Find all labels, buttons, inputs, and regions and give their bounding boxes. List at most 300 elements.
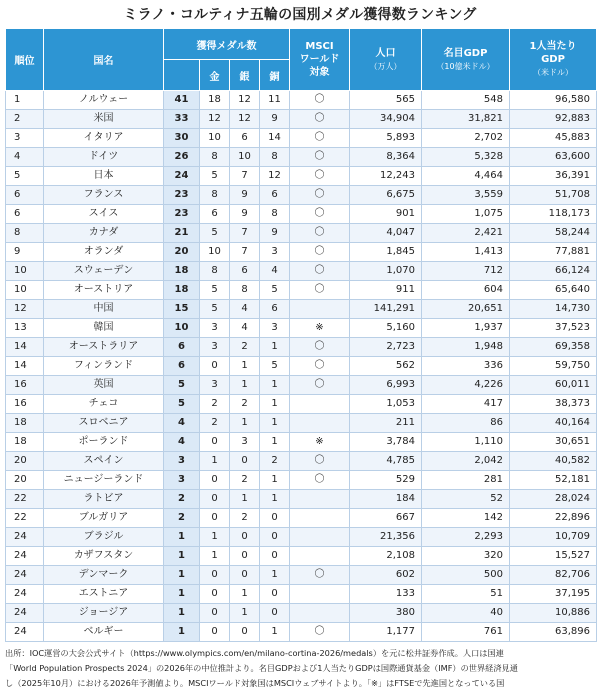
msci-flag-cell: 〇 (290, 224, 350, 243)
gdp-per-capita-cell: 63,600 (510, 148, 597, 167)
nominal-gdp-cell: 761 (422, 623, 510, 642)
total-medals-cell: 1 (164, 566, 200, 585)
silver-medals-cell: 7 (230, 243, 260, 262)
msci-flag-cell: 〇 (290, 376, 350, 395)
gold-medals-cell: 0 (200, 433, 230, 452)
gdp-per-capita-cell: 10,709 (510, 528, 597, 547)
total-medals-cell: 1 (164, 623, 200, 642)
silver-medals-cell: 10 (230, 148, 260, 167)
msci-flag-cell: 〇 (290, 338, 350, 357)
header-gdp-unit: （10億米ドル） (436, 61, 495, 71)
bronze-medals-cell: 0 (260, 604, 290, 623)
country-name-cell: 日本 (44, 167, 164, 186)
silver-medals-cell: 0 (230, 528, 260, 547)
total-medals-cell: 10 (164, 319, 200, 338)
total-medals-cell: 1 (164, 528, 200, 547)
msci-flag-cell: 〇 (290, 281, 350, 300)
bronze-medals-cell: 0 (260, 528, 290, 547)
population-cell: 565 (350, 91, 422, 110)
silver-medals-cell: 9 (230, 186, 260, 205)
gdp-per-capita-cell: 69,358 (510, 338, 597, 357)
nominal-gdp-cell: 40 (422, 604, 510, 623)
nominal-gdp-cell: 2,293 (422, 528, 510, 547)
table-row (6, 376, 597, 395)
country-name-cell: オーストラリア (44, 338, 164, 357)
header-rank: 順位 (6, 29, 44, 91)
bronze-medals-cell: 9 (260, 224, 290, 243)
header-gdp-per-capita (510, 29, 597, 91)
country-name-cell: スペイン (44, 452, 164, 471)
bronze-medals-cell: 6 (260, 300, 290, 319)
table-row (6, 186, 597, 205)
gold-medals-cell: 1 (200, 528, 230, 547)
nominal-gdp-cell: 281 (422, 471, 510, 490)
nominal-gdp-cell: 31,821 (422, 110, 510, 129)
bronze-medals-cell: 1 (260, 490, 290, 509)
gdp-per-capita-cell: 22,896 (510, 509, 597, 528)
bronze-medals-cell: 2 (260, 452, 290, 471)
table-row (6, 623, 597, 642)
rank-cell: 10 (6, 281, 44, 300)
rank-cell: 12 (6, 300, 44, 319)
table-row (6, 452, 597, 471)
rank-cell: 8 (6, 224, 44, 243)
total-medals-cell: 23 (164, 205, 200, 224)
country-name-cell: スロベニア (44, 414, 164, 433)
nominal-gdp-cell: 3,559 (422, 186, 510, 205)
population-cell: 562 (350, 357, 422, 376)
medal-ranking-table (5, 28, 597, 642)
header-gdp (422, 29, 510, 91)
header-gdppc-line2: GDP (541, 54, 565, 65)
table-row (6, 110, 597, 129)
gold-medals-cell: 8 (200, 262, 230, 281)
table-row (6, 91, 597, 110)
bronze-medals-cell: 12 (260, 167, 290, 186)
header-msci-line2: ワールド (299, 54, 340, 65)
country-name-cell: カザフスタン (44, 547, 164, 566)
nominal-gdp-cell: 320 (422, 547, 510, 566)
msci-flag-cell: 〇 (290, 91, 350, 110)
country-name-cell: イタリア (44, 129, 164, 148)
rank-cell: 5 (6, 167, 44, 186)
msci-flag-cell (290, 509, 350, 528)
msci-flag-cell: 〇 (290, 471, 350, 490)
msci-flag-cell: ※ (290, 319, 350, 338)
gdp-per-capita-cell: 92,883 (510, 110, 597, 129)
rank-cell: 22 (6, 490, 44, 509)
gdp-per-capita-cell: 66,124 (510, 262, 597, 281)
gdp-per-capita-cell: 118,173 (510, 205, 597, 224)
gold-medals-cell: 3 (200, 376, 230, 395)
header-total (164, 60, 200, 91)
bronze-medals-cell: 3 (260, 319, 290, 338)
total-medals-cell: 4 (164, 414, 200, 433)
table-row (6, 243, 597, 262)
gdp-per-capita-cell: 59,750 (510, 357, 597, 376)
total-medals-cell: 2 (164, 509, 200, 528)
gdp-per-capita-cell: 52,181 (510, 471, 597, 490)
gold-medals-cell: 0 (200, 623, 230, 642)
header-gdppc-line1: 1人当たり (529, 41, 577, 52)
table-row (6, 300, 597, 319)
silver-medals-cell: 12 (230, 110, 260, 129)
silver-medals-cell: 9 (230, 205, 260, 224)
gdp-per-capita-cell: 45,883 (510, 129, 597, 148)
source-note-line2: 「World Population Prospects 2024」の2026年の中位推計より。名目GDPおよび1人当たりGDPは国際通貨基金（IMF）の世界経済見通 (5, 663, 518, 673)
bronze-medals-cell: 11 (260, 91, 290, 110)
silver-medals-cell: 1 (230, 357, 260, 376)
table-body (6, 91, 597, 642)
silver-medals-cell: 4 (230, 300, 260, 319)
bronze-medals-cell: 0 (260, 547, 290, 566)
gdp-per-capita-cell: 77,881 (510, 243, 597, 262)
table-row (6, 433, 597, 452)
total-medals-cell: 18 (164, 262, 200, 281)
bronze-medals-cell: 5 (260, 281, 290, 300)
total-medals-cell: 1 (164, 585, 200, 604)
rank-cell: 24 (6, 585, 44, 604)
population-cell: 2,723 (350, 338, 422, 357)
bronze-medals-cell: 4 (260, 262, 290, 281)
nominal-gdp-cell: 52 (422, 490, 510, 509)
gdp-per-capita-cell: 63,896 (510, 623, 597, 642)
msci-flag-cell: 〇 (290, 148, 350, 167)
population-cell: 901 (350, 205, 422, 224)
msci-flag-cell: 〇 (290, 129, 350, 148)
gold-medals-cell: 1 (200, 547, 230, 566)
gdp-per-capita-cell: 96,580 (510, 91, 597, 110)
table-row (6, 585, 597, 604)
population-cell: 4,785 (350, 452, 422, 471)
silver-medals-cell: 1 (230, 414, 260, 433)
silver-medals-cell: 8 (230, 281, 260, 300)
msci-flag-cell: 〇 (290, 566, 350, 585)
silver-medals-cell: 1 (230, 376, 260, 395)
gdp-per-capita-cell: 58,244 (510, 224, 597, 243)
rank-cell: 24 (6, 604, 44, 623)
gold-medals-cell: 0 (200, 357, 230, 376)
table-row (6, 148, 597, 167)
gold-medals-cell: 8 (200, 186, 230, 205)
total-medals-cell: 30 (164, 129, 200, 148)
gdp-per-capita-cell: 10,886 (510, 604, 597, 623)
header-gdppc-unit: （米ドル） (533, 68, 573, 77)
population-cell: 529 (350, 471, 422, 490)
rank-cell: 24 (6, 547, 44, 566)
table-row (6, 547, 597, 566)
population-cell: 2,108 (350, 547, 422, 566)
gdp-per-capita-cell: 37,523 (510, 319, 597, 338)
rank-cell: 20 (6, 452, 44, 471)
gold-medals-cell: 0 (200, 566, 230, 585)
total-medals-cell: 5 (164, 376, 200, 395)
bronze-medals-cell: 1 (260, 414, 290, 433)
header-gold: 金 (200, 60, 230, 91)
gdp-per-capita-cell: 82,706 (510, 566, 597, 585)
msci-flag-cell (290, 414, 350, 433)
population-cell: 141,291 (350, 300, 422, 319)
gold-medals-cell: 2 (200, 395, 230, 414)
source-note (5, 646, 595, 691)
header-gdp-label: 名目GDP (443, 47, 488, 59)
population-cell: 12,243 (350, 167, 422, 186)
msci-flag-cell (290, 490, 350, 509)
gdp-per-capita-cell: 51,708 (510, 186, 597, 205)
total-medals-cell: 20 (164, 243, 200, 262)
population-cell: 133 (350, 585, 422, 604)
gdp-per-capita-cell: 38,373 (510, 395, 597, 414)
source-note-line1: 出所：IOC運営の大会公式サイト（https://www.olympics.com/en/milano-cortina-2026/medals）を元に松井証券作成。人口は国連 (5, 648, 504, 658)
bronze-medals-cell: 1 (260, 376, 290, 395)
silver-medals-cell: 0 (230, 547, 260, 566)
bronze-medals-cell: 5 (260, 357, 290, 376)
total-medals-cell: 18 (164, 281, 200, 300)
rank-cell: 6 (6, 186, 44, 205)
rank-cell: 24 (6, 566, 44, 585)
header-medals: 獲得メダル数 (164, 29, 290, 60)
msci-flag-cell: 〇 (290, 186, 350, 205)
gold-medals-cell: 12 (200, 110, 230, 129)
population-cell: 1,070 (350, 262, 422, 281)
table-row (6, 509, 597, 528)
country-name-cell: フィンランド (44, 357, 164, 376)
rank-cell: 14 (6, 338, 44, 357)
population-cell: 5,160 (350, 319, 422, 338)
gold-medals-cell: 8 (200, 148, 230, 167)
country-name-cell: ブラジル (44, 528, 164, 547)
msci-flag-cell: 〇 (290, 357, 350, 376)
bronze-medals-cell: 14 (260, 129, 290, 148)
nominal-gdp-cell: 548 (422, 91, 510, 110)
gold-medals-cell: 10 (200, 129, 230, 148)
gold-medals-cell: 1 (200, 452, 230, 471)
gdp-per-capita-cell: 15,527 (510, 547, 597, 566)
population-cell: 34,904 (350, 110, 422, 129)
gdp-per-capita-cell: 30,651 (510, 433, 597, 452)
header-population-unit: （万人） (369, 61, 402, 71)
rank-cell: 18 (6, 414, 44, 433)
gold-medals-cell: 6 (200, 205, 230, 224)
rank-cell: 18 (6, 433, 44, 452)
total-medals-cell: 2 (164, 490, 200, 509)
bronze-medals-cell: 1 (260, 395, 290, 414)
nominal-gdp-cell: 142 (422, 509, 510, 528)
rank-cell: 14 (6, 357, 44, 376)
bronze-medals-cell: 0 (260, 585, 290, 604)
nominal-gdp-cell: 5,328 (422, 148, 510, 167)
country-name-cell: デンマーク (44, 566, 164, 585)
silver-medals-cell: 7 (230, 224, 260, 243)
nominal-gdp-cell: 2,702 (422, 129, 510, 148)
silver-medals-cell: 1 (230, 604, 260, 623)
nominal-gdp-cell: 51 (422, 585, 510, 604)
silver-medals-cell: 3 (230, 433, 260, 452)
table-row (6, 357, 597, 376)
country-name-cell: チェコ (44, 395, 164, 414)
gold-medals-cell: 18 (200, 91, 230, 110)
population-cell: 667 (350, 509, 422, 528)
population-cell: 4,047 (350, 224, 422, 243)
msci-flag-cell (290, 547, 350, 566)
msci-flag-cell (290, 395, 350, 414)
table-row (6, 338, 597, 357)
country-name-cell: ブルガリア (44, 509, 164, 528)
rank-cell: 24 (6, 528, 44, 547)
bronze-medals-cell: 9 (260, 110, 290, 129)
rank-cell: 20 (6, 471, 44, 490)
msci-flag-cell: 〇 (290, 167, 350, 186)
table-row (6, 129, 597, 148)
page-title: ミラノ・コルティナ五輪の国別メダル獲得数ランキング (123, 7, 477, 23)
gdp-per-capita-cell: 40,164 (510, 414, 597, 433)
population-cell: 6,675 (350, 186, 422, 205)
population-cell: 1,845 (350, 243, 422, 262)
table-row (6, 205, 597, 224)
nominal-gdp-cell: 86 (422, 414, 510, 433)
nominal-gdp-cell: 2,421 (422, 224, 510, 243)
header-population (350, 29, 422, 91)
bronze-medals-cell: 6 (260, 186, 290, 205)
rank-cell: 4 (6, 148, 44, 167)
rank-cell: 9 (6, 243, 44, 262)
table-row (6, 471, 597, 490)
msci-flag-cell: 〇 (290, 205, 350, 224)
silver-medals-cell: 2 (230, 395, 260, 414)
population-cell: 21,356 (350, 528, 422, 547)
table-row (6, 414, 597, 433)
total-medals-cell: 23 (164, 186, 200, 205)
rank-cell: 2 (6, 110, 44, 129)
silver-medals-cell: 4 (230, 319, 260, 338)
bronze-medals-cell: 1 (260, 433, 290, 452)
silver-medals-cell: 12 (230, 91, 260, 110)
msci-flag-cell (290, 528, 350, 547)
population-cell: 6,993 (350, 376, 422, 395)
rank-cell: 24 (6, 623, 44, 642)
msci-flag-cell: 〇 (290, 243, 350, 262)
nominal-gdp-cell: 4,464 (422, 167, 510, 186)
nominal-gdp-cell: 712 (422, 262, 510, 281)
country-name-cell: ラトビア (44, 490, 164, 509)
total-medals-cell: 26 (164, 148, 200, 167)
header-population-label: 人口 (375, 47, 396, 59)
silver-medals-cell: 1 (230, 585, 260, 604)
bronze-medals-cell: 3 (260, 243, 290, 262)
bronze-medals-cell: 1 (260, 338, 290, 357)
gold-medals-cell: 5 (200, 300, 230, 319)
bronze-medals-cell: 0 (260, 509, 290, 528)
nominal-gdp-cell: 500 (422, 566, 510, 585)
silver-medals-cell: 2 (230, 471, 260, 490)
gdp-per-capita-cell: 60,011 (510, 376, 597, 395)
rank-cell: 13 (6, 319, 44, 338)
msci-flag-cell (290, 585, 350, 604)
header-msci (290, 29, 350, 91)
country-name-cell: エストニア (44, 585, 164, 604)
header-bronze: 銅 (260, 60, 290, 91)
nominal-gdp-cell: 1,948 (422, 338, 510, 357)
silver-medals-cell: 0 (230, 452, 260, 471)
population-cell: 380 (350, 604, 422, 623)
gold-medals-cell: 0 (200, 509, 230, 528)
gold-medals-cell: 5 (200, 224, 230, 243)
source-note-line3: し（2025年10月）における2026年予測値より。MSCIワールド対象国はMSCIウェブサイトより。「※」はFTSEで先進国となっている国 (5, 678, 505, 688)
msci-flag-cell: 〇 (290, 110, 350, 129)
nominal-gdp-cell: 1,937 (422, 319, 510, 338)
gold-medals-cell: 0 (200, 471, 230, 490)
country-name-cell: フランス (44, 186, 164, 205)
bronze-medals-cell: 1 (260, 623, 290, 642)
table-row (6, 167, 597, 186)
nominal-gdp-cell: 1,110 (422, 433, 510, 452)
header-msci-line1: MSCI (305, 41, 334, 52)
table-row (6, 490, 597, 509)
country-name-cell: 英国 (44, 376, 164, 395)
rank-cell: 22 (6, 509, 44, 528)
total-medals-cell: 33 (164, 110, 200, 129)
country-name-cell: ジョージア (44, 604, 164, 623)
nominal-gdp-cell: 4,226 (422, 376, 510, 395)
population-cell: 1,177 (350, 623, 422, 642)
table-row (6, 224, 597, 243)
country-name-cell: ポーランド (44, 433, 164, 452)
gold-medals-cell: 3 (200, 319, 230, 338)
country-name-cell: スウェーデン (44, 262, 164, 281)
nominal-gdp-cell: 1,413 (422, 243, 510, 262)
country-name-cell: カナダ (44, 224, 164, 243)
gdp-per-capita-cell: 65,640 (510, 281, 597, 300)
country-name-cell: オーストリア (44, 281, 164, 300)
total-medals-cell: 24 (164, 167, 200, 186)
header-msci-line3: 対象 (309, 67, 330, 78)
total-medals-cell: 5 (164, 395, 200, 414)
total-medals-cell: 3 (164, 452, 200, 471)
country-name-cell: ニュージーランド (44, 471, 164, 490)
msci-flag-cell (290, 604, 350, 623)
nominal-gdp-cell: 336 (422, 357, 510, 376)
table-row (6, 604, 597, 623)
total-medals-cell: 21 (164, 224, 200, 243)
gold-medals-cell: 10 (200, 243, 230, 262)
rank-cell: 10 (6, 262, 44, 281)
gold-medals-cell: 0 (200, 604, 230, 623)
msci-flag-cell: 〇 (290, 623, 350, 642)
population-cell: 602 (350, 566, 422, 585)
msci-flag-cell: ※ (290, 433, 350, 452)
total-medals-cell: 1 (164, 604, 200, 623)
country-name-cell: スイス (44, 205, 164, 224)
rank-cell: 16 (6, 395, 44, 414)
population-cell: 1,053 (350, 395, 422, 414)
country-name-cell: ノルウェー (44, 91, 164, 110)
population-cell: 211 (350, 414, 422, 433)
rank-cell: 6 (6, 205, 44, 224)
gdp-per-capita-cell: 14,730 (510, 300, 597, 319)
total-medals-cell: 6 (164, 338, 200, 357)
gold-medals-cell: 2 (200, 414, 230, 433)
gold-medals-cell: 0 (200, 585, 230, 604)
silver-medals-cell: 2 (230, 509, 260, 528)
total-medals-cell: 41 (164, 91, 200, 110)
silver-medals-cell: 6 (230, 129, 260, 148)
table-row (6, 262, 597, 281)
gdp-per-capita-cell: 40,582 (510, 452, 597, 471)
bronze-medals-cell: 1 (260, 566, 290, 585)
nominal-gdp-cell: 2,042 (422, 452, 510, 471)
country-name-cell: 韓国 (44, 319, 164, 338)
population-cell: 8,364 (350, 148, 422, 167)
